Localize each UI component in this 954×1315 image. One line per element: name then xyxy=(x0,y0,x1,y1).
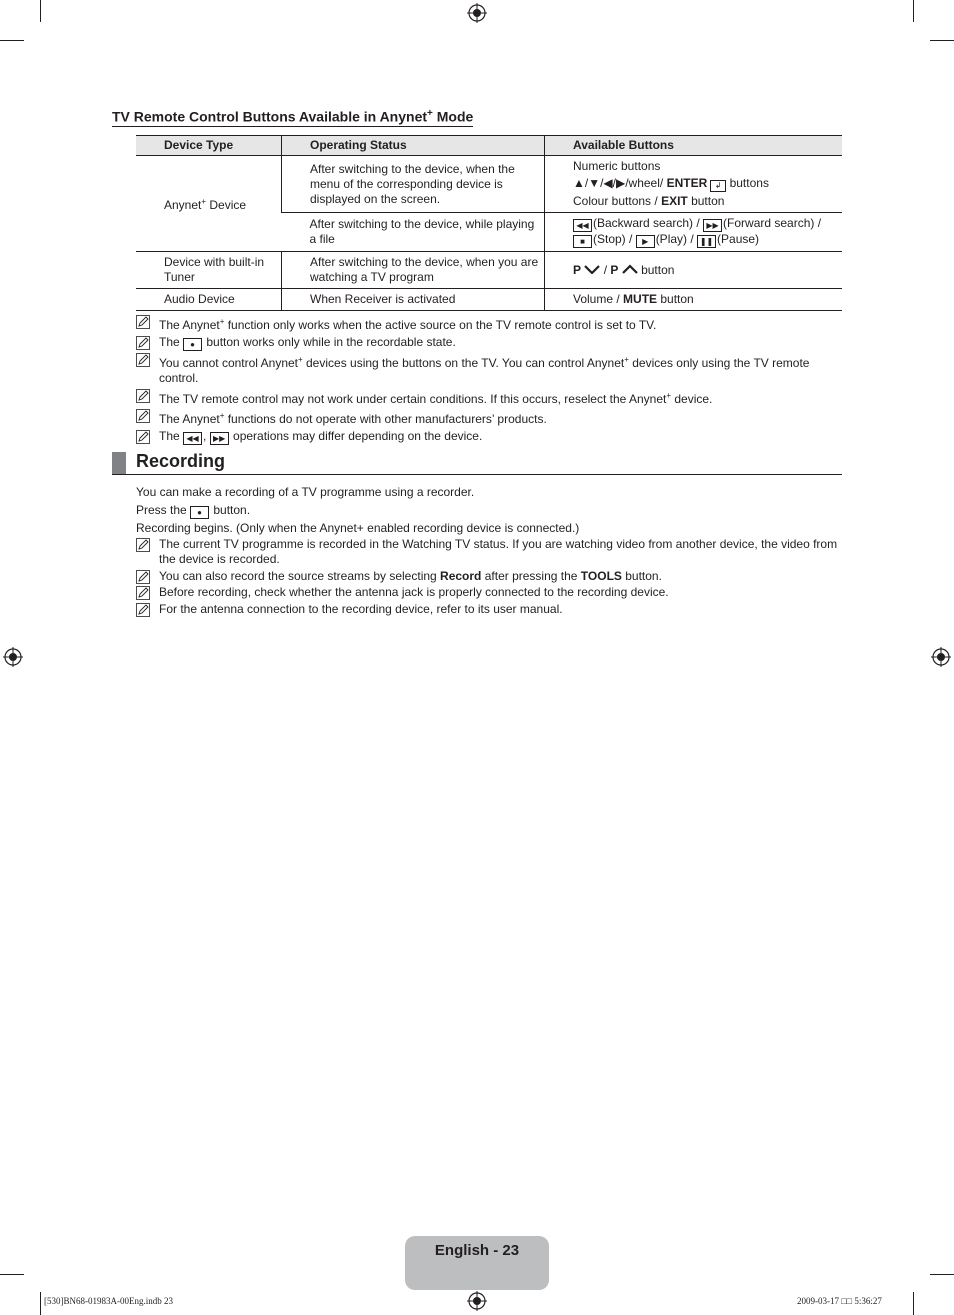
crop-mark xyxy=(40,0,41,22)
list-item: Before recording, check whether the antenna jack is properly connected to the recording device. xyxy=(136,585,842,600)
list-item: The ● button works only while in the recordable state. xyxy=(136,335,842,351)
play-icon: ▶ xyxy=(636,235,655,248)
note-pencil-icon xyxy=(136,389,150,403)
record-icon: ● xyxy=(183,338,202,351)
registration-mark-icon xyxy=(467,1291,487,1311)
status-cell: After switching to the device, while playing a file xyxy=(282,213,545,252)
note-pencil-icon xyxy=(136,538,150,552)
buttons-cell: Volume / MUTE button xyxy=(545,289,843,311)
note-pencil-icon xyxy=(136,603,150,617)
device-cell: Device with built-in Tuner xyxy=(136,252,282,289)
recording-intro: You can make a recording of a TV programme using a recorder. xyxy=(136,485,475,499)
crop-mark xyxy=(913,1292,914,1315)
list-item: The Anynet+ function only works when the active source on the TV remote control is set to TV. xyxy=(136,314,842,333)
device-cell: Audio Device xyxy=(136,289,282,311)
buttons-table xyxy=(136,135,842,311)
crop-mark xyxy=(930,1274,954,1275)
list-item: The ◀◀ , ▶▶ operations may differ depending on the device. xyxy=(136,429,842,445)
note-pencil-icon xyxy=(136,586,150,600)
table-header-row xyxy=(136,136,842,156)
enter-return-icon: ↲ xyxy=(710,180,726,192)
list-item: You can also record the source streams by selecting Record after pressing the TOOLS button. xyxy=(136,569,842,584)
column-header-device-type: Device Type xyxy=(136,136,282,156)
fast-forward-icon: ▶▶ xyxy=(703,219,722,232)
pause-icon: ❚❚ xyxy=(697,235,716,248)
note-pencil-icon xyxy=(136,315,150,329)
status-cell: After switching to the device, when the menu of the corresponding device is displayed on the screen. xyxy=(282,156,545,213)
column-header-available-buttons: Available Buttons xyxy=(545,136,843,156)
note-pencil-icon xyxy=(136,570,150,584)
buttons-cell: P / P button xyxy=(545,252,843,289)
buttons-cell: ◀◀ (Backward search) / ▶▶ (Forward search) / ■ (Stop) / ▶ (Play) / ❚❚ (Pause) xyxy=(545,213,843,252)
note-pencil-icon xyxy=(136,430,150,444)
recording-begins: Recording begins. (Only when the Anynet+ enabled recording device is connected.) xyxy=(136,521,580,535)
device-cell-anynet: Anynet+ Device xyxy=(136,156,282,252)
crop-mark xyxy=(930,40,954,41)
table-row xyxy=(136,289,842,311)
recording-heading-bar xyxy=(112,452,842,475)
recording-press-line: Press the ● button. xyxy=(136,503,251,517)
notes-list xyxy=(136,314,842,447)
list-item: The TV remote control may not work under certain conditions. If this occurs, reselect the Anynet+ device. xyxy=(136,388,842,407)
table-row xyxy=(136,156,842,213)
note-pencil-icon xyxy=(136,409,150,423)
list-item: The Anynet+ functions do not operate with other manufacturers’ products. xyxy=(136,408,842,427)
chevron-down-icon xyxy=(584,264,600,274)
status-cell: When Receiver is activated xyxy=(282,289,545,311)
buttons-cell: Numeric buttons ▲/▼/◀/▶/wheel/ ENTER ↲ buttons Colour buttons / EXIT button xyxy=(545,156,843,213)
recording-title: Recording xyxy=(136,451,226,471)
rewind-icon: ◀◀ xyxy=(573,219,592,232)
recording-notes-list xyxy=(136,537,842,618)
imprint-file: [530]BN68-01983A-00Eng.indb 23 xyxy=(44,1296,173,1306)
stop-icon: ■ xyxy=(573,235,592,248)
rewind-icon: ◀◀ xyxy=(183,432,202,445)
record-icon: ● xyxy=(190,506,209,519)
imprint-timestamp: 2009-03-17 □□ 5:36:27 xyxy=(797,1296,882,1306)
fast-forward-icon: ▶▶ xyxy=(210,432,229,445)
crop-mark xyxy=(0,1274,24,1275)
page-number: English - 23 xyxy=(434,1242,520,1259)
crop-mark xyxy=(40,1292,41,1315)
list-item: You cannot control Anynet+ devices using the buttons on the TV. You can control Anynet+ devices only using the TV remote control. xyxy=(136,352,842,386)
column-header-operating-status: Operating Status xyxy=(282,136,545,156)
status-cell: After switching to the device, when you are watching a TV program xyxy=(282,252,545,289)
section-subtitle: TV Remote Control Buttons Available in Anynet+ Mode xyxy=(112,108,474,125)
crop-mark xyxy=(913,0,914,22)
crop-mark xyxy=(0,40,24,41)
registration-mark-icon xyxy=(3,647,23,667)
list-item: The current TV programme is recorded in the Watching TV status. If you are watching video from another device, the video from the device is recorded. xyxy=(136,537,842,567)
chevron-up-icon xyxy=(622,264,638,274)
heading-marker xyxy=(112,452,126,474)
list-item: For the antenna connection to the recording device, refer to its user manual. xyxy=(136,602,842,617)
registration-mark-icon xyxy=(931,647,951,667)
note-pencil-icon xyxy=(136,353,150,367)
note-pencil-icon xyxy=(136,336,150,350)
registration-mark-icon xyxy=(467,3,487,23)
table-row xyxy=(136,252,842,289)
